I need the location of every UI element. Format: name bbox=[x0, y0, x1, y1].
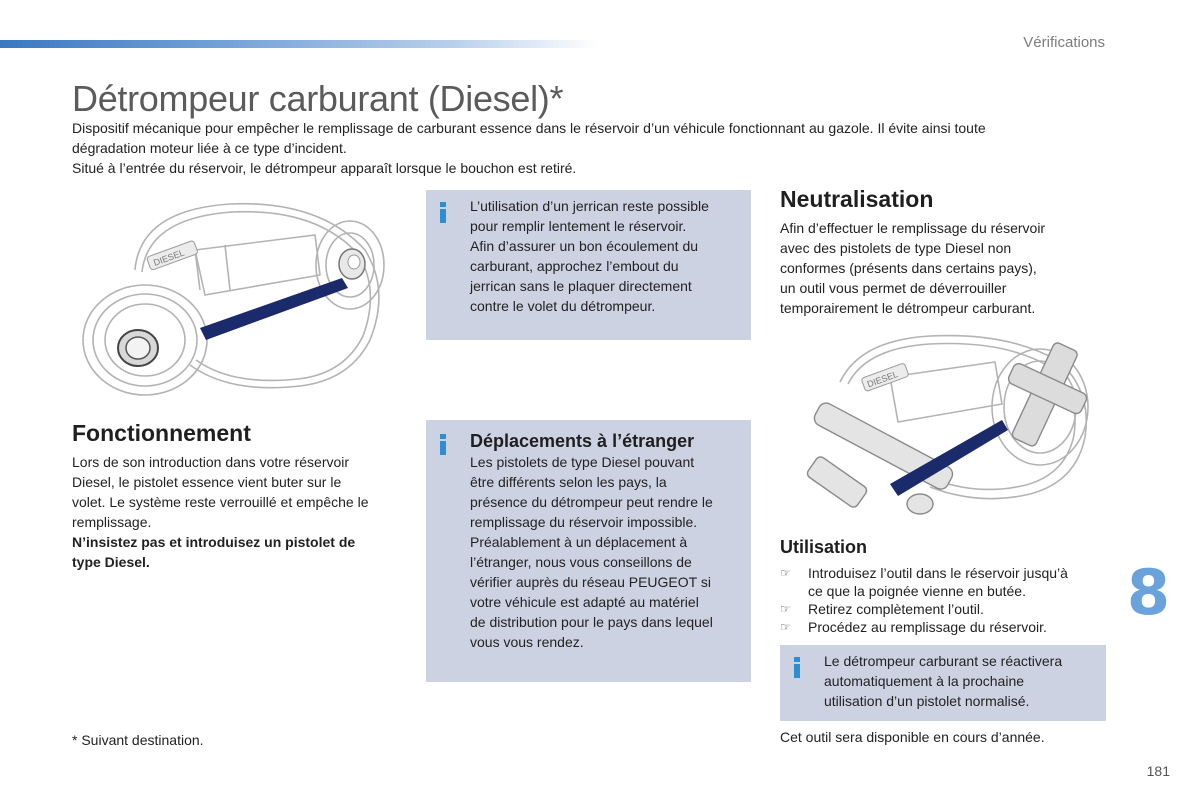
page-number: 181 bbox=[1146, 763, 1170, 779]
info-line: Le détrompeur carburant se réactivera bbox=[824, 653, 1063, 669]
fonctionnement-text bbox=[72, 452, 412, 572]
info-icon bbox=[440, 434, 446, 454]
pointing-hand-icon: ☞ bbox=[780, 566, 791, 580]
diesel-label: DIESEL bbox=[865, 369, 900, 390]
info-box-jerrican bbox=[426, 190, 751, 340]
step-text: Retirez complètement l’outil. bbox=[808, 601, 984, 617]
info-line: de distribution pour le pays dans lequel bbox=[470, 614, 713, 630]
info-line: utilisation d’un pistolet normalisé. bbox=[824, 693, 1030, 709]
heading-fonctionnement: Fonctionnement bbox=[72, 420, 251, 446]
list-item bbox=[780, 600, 1100, 618]
text-line: avec des pistolets de type Diesel non bbox=[780, 240, 1012, 256]
info-line: jerrican sans le plaquer directement bbox=[470, 278, 692, 294]
info-line: remplissage du réservoir impossible. bbox=[470, 514, 698, 530]
info-line: vous vous rendez. bbox=[470, 634, 584, 650]
info-box-abroad bbox=[426, 420, 751, 682]
intro-line: dégradation moteur liée à ce type d’incident. bbox=[72, 140, 347, 156]
info-line: l’étranger, nous vous conseillons de bbox=[470, 554, 692, 570]
pointing-hand-icon: ☞ bbox=[780, 602, 791, 616]
text-line: conformes (présents dans certains pays), bbox=[780, 260, 1037, 276]
text-line: un outil vous permet de déverrouiller bbox=[780, 280, 1007, 296]
info-icon bbox=[794, 657, 800, 677]
intro-line: Situé à l’entrée du réservoir, le détrompeur apparaît lorsque le bouchon est retiré. bbox=[72, 160, 577, 176]
info-line: Afin d’assurer un bon écoulement du bbox=[470, 238, 699, 254]
intro-line: Dispositif mécanique pour empêcher le remplissage de carburant essence dans le réservoir d’un véhicule fonctionnant au gazole. Il évite ainsi toute bbox=[72, 120, 986, 136]
info-icon bbox=[440, 202, 446, 222]
text-line: volet. Le système reste verrouillé et empêche le bbox=[72, 494, 369, 510]
diesel-label: DIESEL bbox=[152, 247, 186, 268]
text-line: temporairement le détrompeur carburant. bbox=[780, 300, 1036, 316]
heading-neutralisation: Neutralisation bbox=[780, 186, 934, 212]
text-line: remplissage. bbox=[72, 514, 152, 530]
intro-text bbox=[72, 118, 1112, 178]
info-line: pour remplir lentement le réservoir. bbox=[470, 218, 687, 234]
list-item bbox=[780, 564, 1100, 600]
info-line: automatiquement à la prochaine bbox=[824, 673, 1025, 689]
section-name: Vérifications bbox=[1023, 34, 1105, 51]
warning-line: N’insistez pas et introduisez un pistolet de bbox=[72, 534, 356, 550]
header-accent-bar bbox=[0, 40, 600, 48]
neutralisation-text bbox=[780, 218, 1100, 318]
info-line: contre le volet du détrompeur. bbox=[470, 298, 656, 314]
utilisation-steps bbox=[780, 564, 1100, 636]
info-line: votre véhicule est adapté au matériel bbox=[470, 594, 699, 610]
page-title: Détrompeur carburant (Diesel)* bbox=[72, 78, 564, 119]
step-text: Introduisez l’outil dans le réservoir jusqu’à bbox=[808, 565, 1068, 581]
info-line: vérifier auprès du réseau PEUGEOT si bbox=[470, 574, 711, 590]
step-text: ce que la poignée vienne en butée. bbox=[808, 583, 1026, 599]
step-text: Procédez au remplissage du réservoir. bbox=[808, 619, 1047, 635]
list-item bbox=[780, 618, 1100, 636]
text-line: Lors de son introduction dans votre réservoir bbox=[72, 454, 350, 470]
heading-utilisation: Utilisation bbox=[780, 537, 868, 557]
pointing-hand-icon: ☞ bbox=[780, 620, 791, 634]
warning-line: type Diesel. bbox=[72, 554, 150, 570]
info-box-reactivation bbox=[780, 645, 1106, 721]
footnote: * Suivant destination. bbox=[72, 732, 204, 748]
info-line: carburant, approchez l’embout du bbox=[470, 258, 679, 274]
info-box-heading: Déplacements à l’étranger bbox=[470, 431, 695, 451]
availability-note: Cet outil sera disponible en cours d’année. bbox=[780, 729, 1045, 745]
info-line: être différents selon les pays, la bbox=[470, 474, 667, 490]
neutralisation-tool-illustration bbox=[780, 322, 1100, 527]
text-line: Diesel, le pistolet essence vient buter sur le bbox=[72, 474, 342, 490]
chapter-number: 8 bbox=[1126, 556, 1170, 629]
fuel-filler-illustration bbox=[80, 190, 400, 400]
info-line: L’utilisation d’un jerrican reste possible bbox=[470, 198, 709, 214]
info-line: Préalablement à un déplacement à bbox=[470, 534, 688, 550]
info-line: présence du détrompeur peut rendre le bbox=[470, 494, 713, 510]
info-line: Les pistolets de type Diesel pouvant bbox=[470, 454, 695, 470]
text-line: Afin d’effectuer le remplissage du réservoir bbox=[780, 220, 1046, 236]
